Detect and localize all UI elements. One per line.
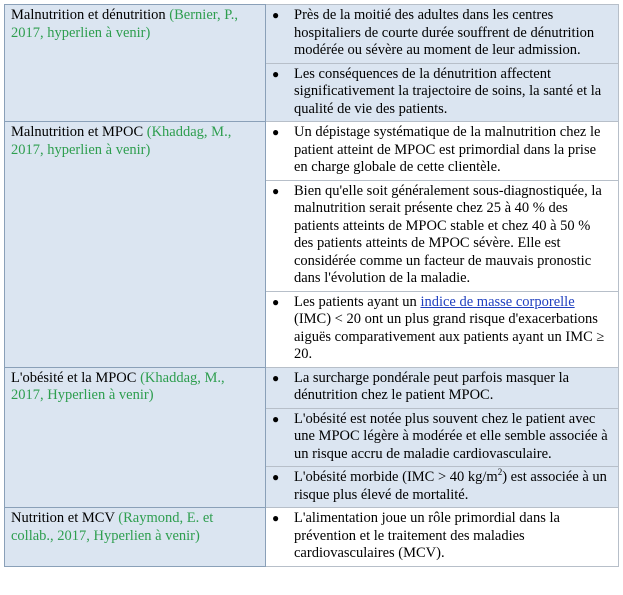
bullet-text-post: (IMC) < 20 ont un plus grand risque d'exacerbations aiguës comparativement aux patients ayant un IMC ≥ 20. xyxy=(294,311,605,362)
imc-link[interactable]: indice de masse corporelle xyxy=(420,293,575,310)
citation-link[interactable]: (Khaddag, M., 2017, hyperlien à venir) xyxy=(11,124,232,158)
bullet-text xyxy=(294,469,612,504)
bullet-text xyxy=(294,294,612,364)
bullet-icon: ● xyxy=(272,66,280,81)
bullet-cell xyxy=(266,291,619,367)
bullet-cell xyxy=(266,467,619,508)
topic-label: Malnutrition et dénutrition xyxy=(11,7,166,23)
list-item xyxy=(266,508,618,566)
list-item xyxy=(266,122,618,180)
bullet-text: La surcharge pondérale peut parfois masquer la dénutrition chez le patient MPOC. xyxy=(294,369,570,403)
table-row xyxy=(5,122,619,181)
topic-label: Nutrition et MCV xyxy=(11,510,115,526)
bullet-cell xyxy=(266,508,619,567)
list-item xyxy=(266,181,618,291)
bullet-text: Près de la moitié des adultes dans les centres hospitaliers de courte durée souffrent de dénutrition modérée ou sévère au moment de leur admission. xyxy=(294,7,595,58)
superscript: 2 xyxy=(497,467,503,478)
table-row xyxy=(5,5,619,64)
bullet-cell xyxy=(266,63,619,122)
topic-cell xyxy=(5,5,266,122)
bullet-text-post: ) est associée à un risque plus élevé de mortalité. xyxy=(294,469,607,503)
bullet-icon: ● xyxy=(272,370,280,385)
bullet-text: Un dépistage systématique de la malnutrition chez le patient atteint de MPOC est primordial dans la prise en charge globale de cette clientèle. xyxy=(294,124,601,175)
citation-link[interactable]: (Bernier, P., 2017, hyperlien à venir) xyxy=(11,7,238,41)
bullet-cell xyxy=(266,180,619,291)
list-item xyxy=(266,5,618,63)
bullet-icon: ● xyxy=(272,411,280,426)
topic-label: Malnutrition et MPOC xyxy=(11,124,144,140)
topic-cell xyxy=(5,122,266,368)
bullet-text-pre: L'obésité morbide (IMC > 40 kg/m xyxy=(294,469,498,485)
list-item xyxy=(266,368,618,408)
list-item xyxy=(266,467,618,507)
bullet-text: L'obésité est notée plus souvent chez le patient avec une MPOC légère à modérée et elle semble associée à un risque accru de maladie cardiovasculaire. xyxy=(294,410,608,462)
citation-link[interactable]: (Raymond, E. et collab., 2017, Hyperlien à venir) xyxy=(11,510,214,544)
bullet-icon: ● xyxy=(272,8,280,22)
bullet-icon: ● xyxy=(272,125,280,139)
bullet-text: L'alimentation joue un rôle primordial dans la prévention et le traitement des maladies cardiovasculaires (MCV). xyxy=(294,510,560,561)
table-row xyxy=(5,367,619,408)
nutrition-table xyxy=(4,4,619,567)
bullet-icon: ● xyxy=(272,470,280,484)
bullet-text-pre: Les patients ayant un xyxy=(294,293,421,310)
citation-link[interactable]: (Khaddag, M., 2017, Hyperlien à venir) xyxy=(11,369,225,403)
bullet-icon: ● xyxy=(272,183,280,198)
bullet-cell xyxy=(266,408,619,467)
topic-cell xyxy=(5,367,266,508)
bullet-cell xyxy=(266,5,619,64)
topic-cell xyxy=(5,508,266,567)
bullet-cell xyxy=(266,122,619,181)
list-item xyxy=(266,409,618,467)
bullet-text: Bien qu'elle soit généralement sous-diagnostiquée, la malnutrition serait présente chez 25 à 40 % des patients atteints de MPOC stable et chez 40 à 50 % des patients atteints de MPOC sévère. Elle est considérée comme un facteur de mauvais pronostic dans l'évolution de la maladie. xyxy=(294,182,602,286)
bullet-cell xyxy=(266,367,619,408)
bullet-text: Les conséquences de la dénutrition affectent significativement la trajectoire de soins, la santé et la qualité de vie des patients. xyxy=(294,65,602,117)
bullet-icon: ● xyxy=(272,294,280,309)
list-item xyxy=(266,64,618,122)
topic-label: L'obésité et la MPOC xyxy=(11,369,137,386)
list-item xyxy=(266,292,618,367)
table-row xyxy=(5,508,619,567)
bullet-icon: ● xyxy=(272,511,280,525)
